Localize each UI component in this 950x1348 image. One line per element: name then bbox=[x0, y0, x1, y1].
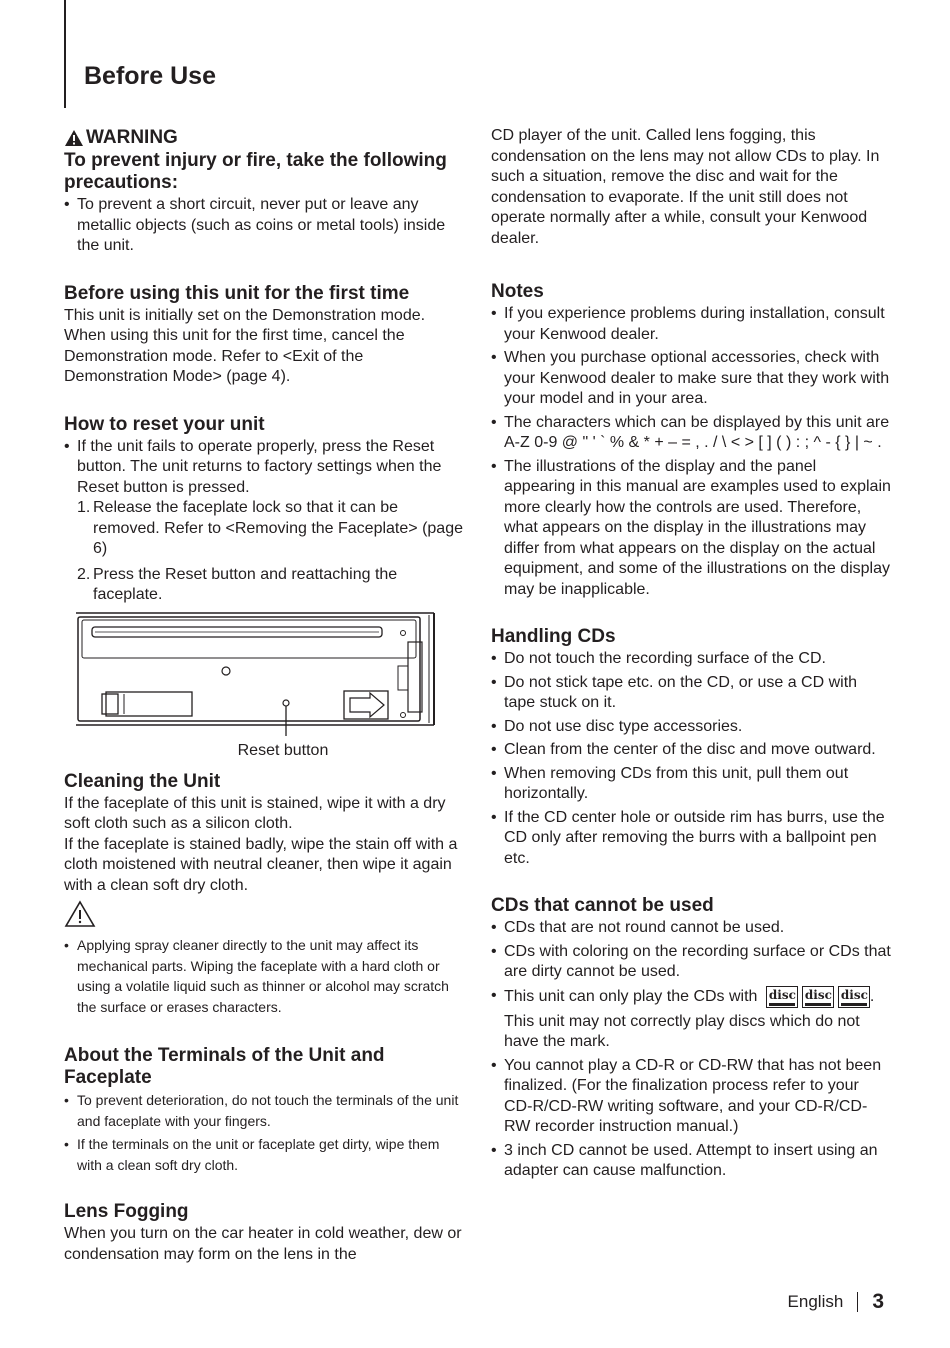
step-text: Release the faceplate lock so that it can be removed. Refer to <Removing the Faceplate> (page 6) bbox=[93, 499, 463, 557]
notes-list bbox=[491, 304, 891, 600]
handling-list bbox=[491, 649, 891, 869]
section-body: This unit is initially set on the Demonstration mode. When using this unit for the first time, cancel the Demonstration mode. Refer to <Exit of the Demonstration Mode> (page 4). bbox=[64, 306, 426, 385]
list-item: • You cannot play a CD-R or CD-RW that has not been finalized. (For the finalization process refer to your CD-R/CD-RW writing software, and your CD-R/CD-RW recorder instruction manual.) bbox=[491, 1056, 891, 1138]
reset-list bbox=[64, 437, 464, 499]
section-heading: Lens Fogging bbox=[64, 1201, 189, 1222]
warning-label: WARNING bbox=[86, 127, 178, 148]
compact-disc-recordable-logo bbox=[802, 986, 834, 1008]
disc-logos bbox=[766, 986, 870, 1008]
logo-text: disc bbox=[804, 987, 832, 1002]
caution-icon-wrap bbox=[64, 900, 464, 933]
terminals-list bbox=[64, 1090, 464, 1175]
list-item: • CDs that are not round cannot be used. bbox=[491, 918, 891, 939]
section-body: When you turn on the car heater in cold weather, dew or condensation may form on the lens in the bbox=[64, 1225, 462, 1263]
logo-text: disc bbox=[768, 987, 796, 1002]
list-item: • The characters which can be displayed by this unit are A-Z 0-9 @ " ' ` % & * + – = , . / \ < > [ ] ( ) : ; ^ - { } | ~ . bbox=[491, 413, 891, 454]
cannot-use-section bbox=[491, 895, 891, 1182]
step-item bbox=[77, 565, 464, 606]
section-heading: Cleaning the Unit bbox=[64, 770, 221, 792]
section-body: If the faceplate of this unit is stained, wipe it with a dry soft cloth such as a silicon cloth. bbox=[64, 794, 446, 832]
reset-section bbox=[64, 414, 464, 761]
step-number: 2. bbox=[77, 565, 91, 583]
section-heading: How to reset your unit bbox=[64, 413, 265, 435]
list-item: • When you purchase optional accessories, check with your Kenwood dealer to make sure that they work with your model and in your area. bbox=[491, 348, 891, 410]
list-item: • To prevent deterioration, do not touch the terminals of the unit and faceplate with your fingers. bbox=[64, 1090, 464, 1131]
page-number: 3 bbox=[872, 1290, 884, 1313]
compact-disc-rewritable-logo bbox=[838, 986, 870, 1008]
step-text: Press the Reset button and reattaching the faceplate. bbox=[93, 565, 398, 603]
warning-list bbox=[64, 195, 464, 257]
list-item: • The illustrations of the display and the panel appearing in this manual are examples used to explain more clearly how the controls are used. Therefore, what appears on the display in the illustrations may differ from what appears on the display on the actual equipment, and some of the illustrations on the display may be inapplicable. bbox=[491, 457, 891, 601]
section-heading: About the Terminals of the Unit and Faceplate bbox=[64, 1045, 385, 1088]
item-text: This unit can only play the CDs with bbox=[504, 987, 758, 1005]
section-body: If the faceplate is stained badly, wipe the stain off with a cloth moistened with neutral cleaner, then wipe it again with a clean soft dry cloth. bbox=[64, 835, 458, 894]
warning-section bbox=[64, 126, 464, 257]
notes-section bbox=[491, 281, 891, 600]
page-footer bbox=[788, 1290, 884, 1314]
section-heading: Notes bbox=[491, 281, 544, 302]
list-item: • To prevent a short circuit, never put or leave any metallic objects (such as coins or metal tools) inside the unit. bbox=[64, 195, 464, 257]
list-item: • When removing CDs from this unit, pull them out horizontally. bbox=[491, 764, 891, 805]
list-item: • Do not stick tape etc. on the CD, or use a CD with tape stuck on it. bbox=[491, 673, 891, 714]
figure-label: Reset button bbox=[237, 741, 329, 759]
terminals-section bbox=[64, 1045, 464, 1175]
footer-separator bbox=[857, 1292, 858, 1312]
reset-steps bbox=[64, 498, 464, 606]
item-note: This unit may not correctly play discs which do not have the mark. bbox=[504, 1012, 860, 1050]
lens-section bbox=[64, 1201, 464, 1265]
section-heading: Before using this unit for the first time bbox=[64, 282, 410, 304]
list-item: • Applying spray cleaner directly to the unit may affect its mechanical parts. Wiping the faceplate with a hard cloth or using a volatile liquid such as thinner or alcohol may scratch the surface or erases characters. bbox=[64, 935, 464, 1017]
logo-text: disc bbox=[840, 987, 868, 1002]
list-item: • If the CD center hole or outside rim has burrs, use the CD only after removing the burrs with a ballpoint pen etc. bbox=[491, 808, 891, 870]
section-heading: CDs that cannot be used bbox=[491, 895, 714, 916]
step-item bbox=[77, 498, 464, 560]
page-title: Before Use bbox=[84, 62, 216, 90]
list-item: • Do not touch the recording surface of the CD. bbox=[491, 649, 891, 670]
list-item: • Do not use disc type accessories. bbox=[491, 717, 891, 738]
caution-list bbox=[64, 935, 464, 1017]
list-item: • If you experience problems during installation, consult your Kenwood dealer. bbox=[491, 304, 891, 345]
first-time-section bbox=[64, 283, 464, 388]
handling-section bbox=[491, 626, 891, 869]
list-item bbox=[491, 986, 891, 1053]
title-rule bbox=[64, 0, 66, 108]
unit-figure bbox=[62, 612, 464, 761]
item-text-end: . bbox=[869, 987, 875, 1005]
section-heading: Handling CDs bbox=[491, 626, 616, 647]
list-item: • CDs with coloring on the recording surface or CDs that are dirty cannot be used. bbox=[491, 942, 891, 983]
step-number: 1. bbox=[77, 499, 91, 516]
list-item: • Clean from the center of the disc and move outward. bbox=[491, 740, 891, 761]
cannot-use-list bbox=[491, 918, 891, 1182]
warning-icon bbox=[64, 129, 84, 147]
list-item: • 3 inch CD cannot be used. Attempt to insert using an adapter can cause malfunction. bbox=[491, 1141, 891, 1182]
right-column bbox=[491, 126, 891, 1208]
caution-icon bbox=[64, 900, 96, 928]
warning-heading bbox=[64, 126, 464, 150]
warning-subheading: To prevent injury or fire, take the following precautions: bbox=[64, 150, 447, 193]
lens-continued bbox=[491, 126, 891, 249]
left-column bbox=[64, 126, 464, 1291]
compact-disc-logo bbox=[766, 986, 798, 1008]
section-body: CD player of the unit. Called lens fogging, this condensation on the lens may not allow CDs to play. In such a situation, remove the disc and wait for the condensation to evaporate. If the unit still does not operate normally after a while, consult your Kenwood dealer. bbox=[491, 127, 880, 247]
list-item: • If the terminals on the unit or faceplate get dirty, wipe them with a clean soft dry cloth. bbox=[64, 1134, 464, 1175]
cleaning-section bbox=[64, 771, 464, 1018]
head-unit-illustration bbox=[62, 612, 436, 736]
list-item: • If the unit fails to operate properly, press the Reset button. The unit returns to factory settings when the Reset button is pressed. bbox=[64, 437, 464, 499]
footer-language: English bbox=[787, 1292, 844, 1311]
